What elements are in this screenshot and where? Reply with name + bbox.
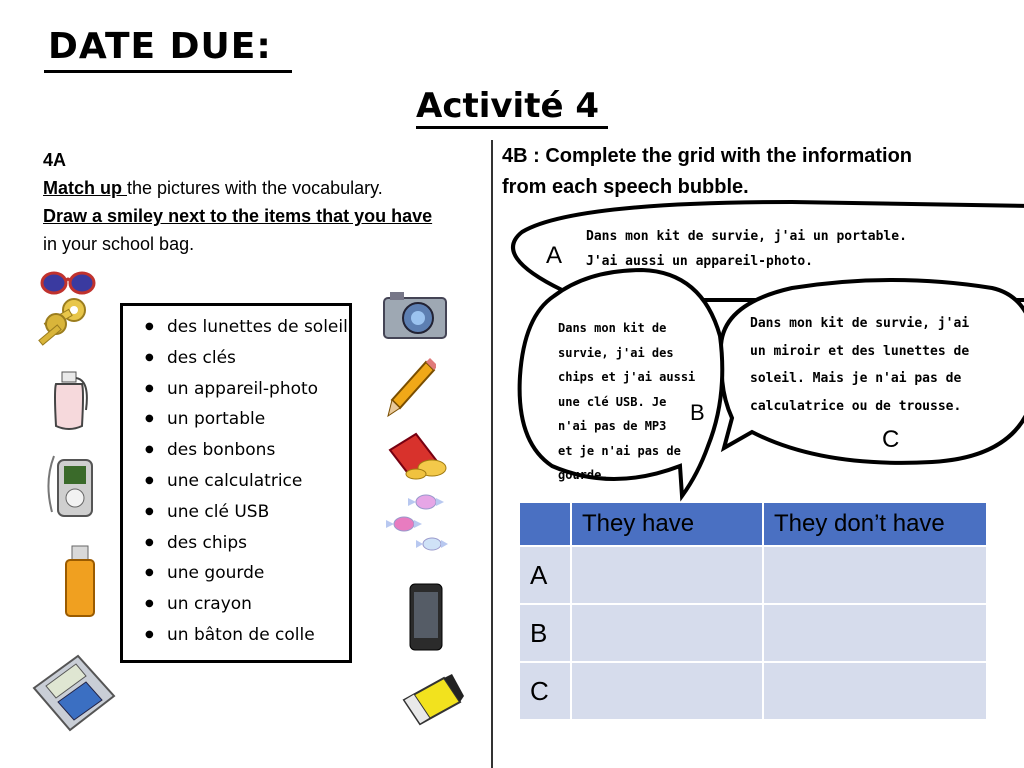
grid-row-label: B (520, 605, 570, 661)
bubble-b-letter: B (690, 400, 705, 425)
vocab-item: ● un crayon (145, 589, 349, 620)
bubble-c-line: Dans mon kit de survie, j'ai (750, 316, 970, 331)
bubble-b-line: gourde. (558, 468, 609, 482)
bubble-c-letter: C (882, 426, 900, 453)
vocab-item: ● des bonbons (145, 435, 349, 466)
grid-cell-dont-have[interactable] (764, 663, 986, 719)
bubble-b-line: n'ai pas de MP3 (558, 419, 667, 433)
answer-grid (518, 501, 988, 721)
vocab-item: ● des lunettes de soleil (145, 312, 349, 343)
part-a-instructions (43, 146, 483, 258)
vocab-item: ● des clés (145, 343, 349, 374)
bubble-a-line: J'ai aussi un appareil-photo. (586, 254, 813, 269)
grid-cell-dont-have[interactable] (764, 547, 986, 603)
mobile-phone-icon (408, 582, 444, 652)
grid-cell-dont-have[interactable] (764, 605, 986, 661)
match-up-line (43, 174, 483, 202)
vocab-item: ● une clé USB (145, 497, 349, 528)
bubble-b-line: une clé USB. Je (558, 394, 667, 409)
bubble-c-line: un miroir et des lunettes de (750, 343, 970, 359)
vocab-item: ● des chips (145, 528, 349, 559)
usb-stick-icon (62, 544, 98, 620)
grid-header-dont-have: They don’t have (764, 503, 986, 545)
part-a-label: 4A (43, 150, 67, 170)
bubble-a-line: Dans mon kit de survie, j'ai un portable. (586, 229, 907, 244)
sweets-icon (386, 488, 458, 560)
part-b-line-1: 4B : Complete the grid with the information (502, 145, 912, 167)
vocabulary-box (120, 303, 352, 663)
vocabulary-list (145, 312, 349, 651)
bubble-a-text (586, 224, 1006, 274)
bubble-c-line: soleil. Mais je n'ai pas de (750, 371, 962, 386)
water-bottle-icon (46, 370, 92, 432)
activity-title: Activité 4 (416, 86, 599, 126)
vocab-item: ● un bâton de colle (145, 620, 349, 651)
grid-row-label: A (520, 547, 570, 603)
date-due-heading: DATE DUE: (48, 26, 272, 67)
bubble-a-letter: A (546, 242, 563, 269)
table-row (520, 547, 986, 603)
bubble-b-line: Dans mon kit de (558, 321, 667, 335)
vocab-item: ● un appareil-photo (145, 374, 349, 405)
bubble-b-line: et je n'ai pas de (558, 443, 681, 458)
chips-icon (386, 430, 452, 480)
part-b-instructions (502, 141, 1002, 203)
part-b-line-2: from each speech bubble. (502, 176, 749, 198)
pencil-icon (386, 358, 436, 418)
keys-icon (34, 294, 92, 350)
vocab-item: ● un portable (145, 404, 349, 435)
date-due-underline (44, 70, 292, 73)
bubble-b-line: chips et j'ai aussi (558, 370, 696, 384)
calculator-icon (30, 652, 118, 734)
mp3-player-icon (44, 452, 100, 522)
bubble-c-line: calculatrice ou de trousse. (750, 398, 962, 414)
bubble-c-text (750, 310, 1020, 420)
grid-cell-have[interactable] (572, 663, 762, 719)
activity-title-underline (416, 126, 608, 129)
camera-icon (382, 290, 448, 342)
grid-header-have: They have (572, 503, 762, 545)
grid-row-label: C (520, 663, 570, 719)
vocab-item: ● une gourde (145, 558, 349, 589)
glue-stick-icon (398, 674, 468, 726)
draw-smiley-rest: in your school bag. (43, 234, 195, 254)
grid-cell-have[interactable] (572, 605, 762, 661)
match-up-emphasis: Match up (43, 178, 127, 198)
bubble-b-line: survie, j'ai des (558, 345, 674, 360)
draw-smiley-line: Draw a smiley next to the items that you have (43, 206, 433, 226)
table-row (520, 663, 986, 719)
speech-bubbles (492, 196, 1024, 516)
table-row (520, 605, 986, 661)
bubble-b-text (558, 316, 708, 488)
grid-header-corner (520, 503, 570, 545)
match-up-rest: the pictures with the vocabulary. (127, 178, 383, 198)
grid-cell-have[interactable] (572, 547, 762, 603)
grid-header-row (520, 503, 986, 545)
vocab-item: ● une calculatrice (145, 466, 349, 497)
